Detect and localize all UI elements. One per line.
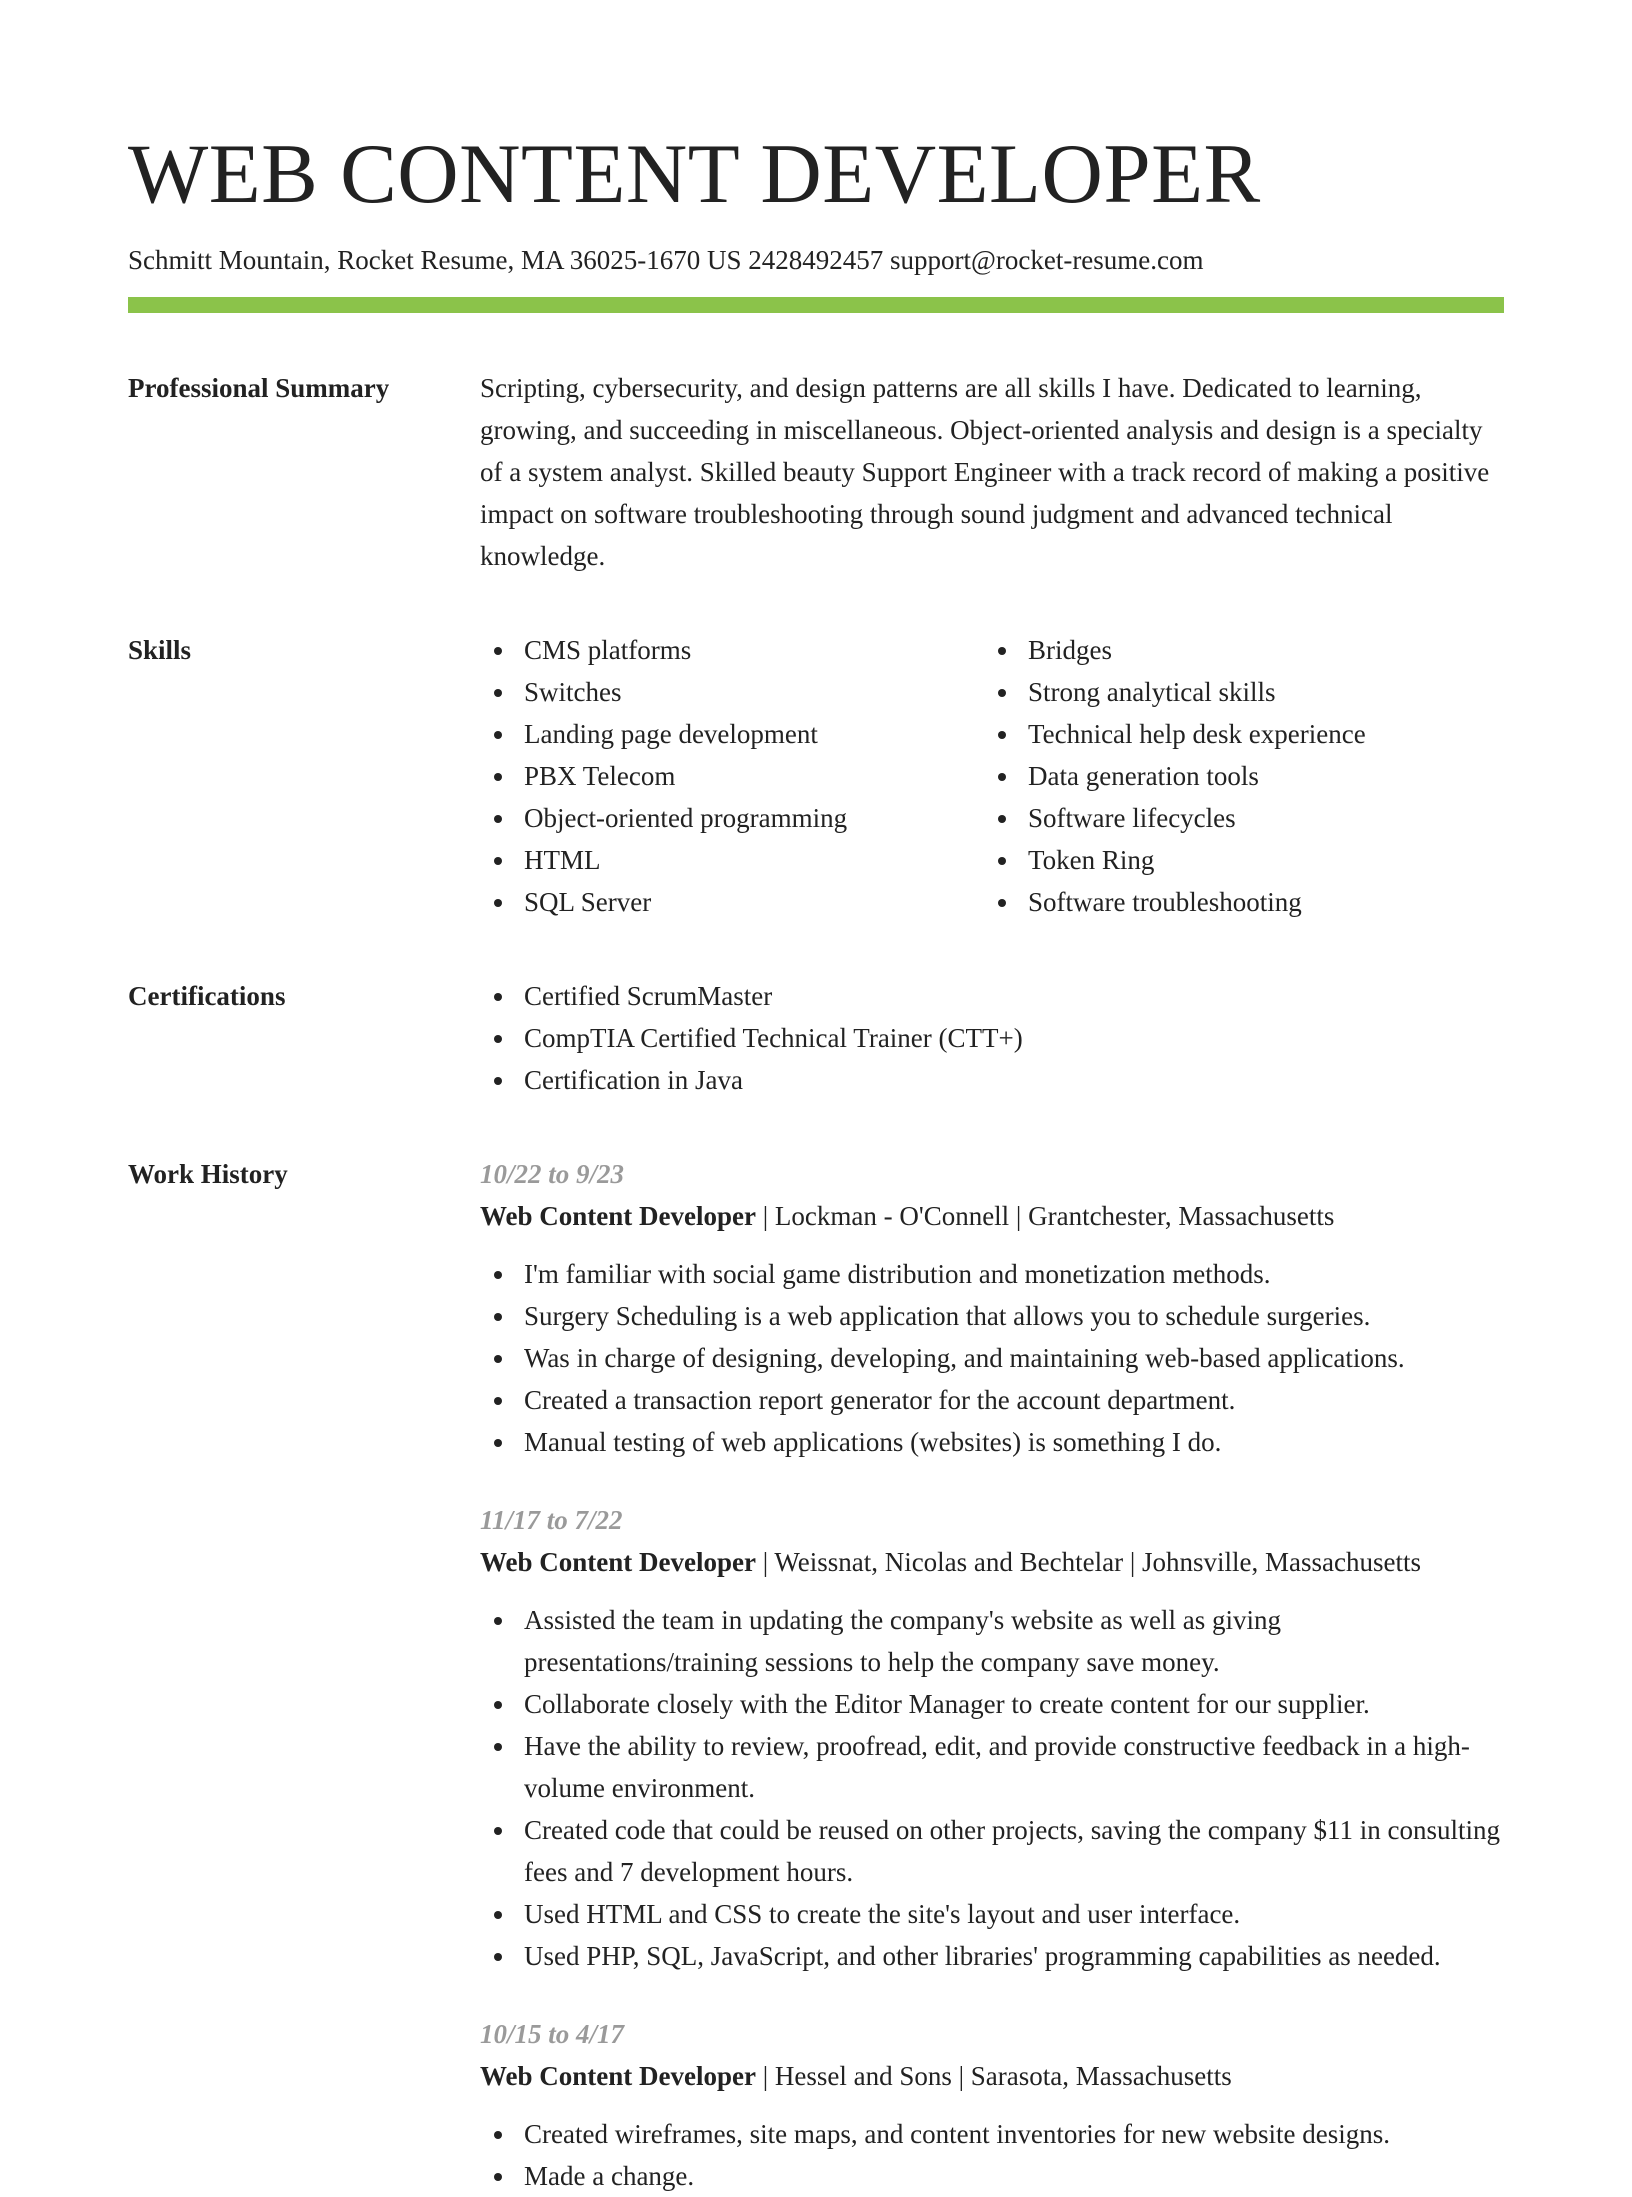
job-bullet: Used HTML and CSS to create the site's layout and user interface. [480,1893,1504,1935]
job-bullet: Manual testing of web applications (websites) is something I do. [480,1421,1504,1463]
section-heading: Skills [128,635,192,665]
skill-item: PBX Telecom [480,755,984,797]
job-title: Web Content Developer [480,1547,756,1577]
job-bullet: Created a transaction report generator for the account department. [480,1379,1504,1421]
job-bullet: Created code that could be reused on other projects, saving the company $11 in consulting fees and 7 development hours. [480,1809,1504,1893]
summary-text: Scripting, cybersecurity, and design patterns are all skills I have. Dedicated to learning, growing, and succeeding in miscellaneous. Object-oriented analysis and design is a specialty of a system analyst. Skilled beauty Support Engineer with a track record of making a positive impact on software troubleshooting through sound judgment and advanced technical knowledge. [480,373,1490,571]
contact-email: support@rocket-resume.com [890,245,1204,275]
skill-item: HTML [480,839,984,881]
section-heading: Certifications [128,981,286,1011]
job-bullet: Created wireframes, site maps, and content inventories for new website designs. [480,2113,1504,2155]
skill-item: Software lifecycles [984,797,1488,839]
skill-item: Strong analytical skills [984,671,1488,713]
skill-item: Technical help desk experience [984,713,1488,755]
job-title: Web Content Developer [480,1201,756,1231]
skill-item: Bridges [984,629,1488,671]
job-details: | Hessel and Sons | Sarasota, Massachusetts [755,2061,1232,2091]
summary-section [128,367,1504,577]
skill-item: Software troubleshooting [984,881,1488,923]
contact-phone: 2428492457 [748,245,884,275]
certification-item: CompTIA Certified Technical Trainer (CTT+) [480,1017,1504,1059]
job-bullets [480,2113,1504,2197]
contact-line [128,243,1504,277]
job-title: Web Content Developer [480,2061,756,2091]
job-bullet: Was in charge of designing, developing, and maintaining web-based applications. [480,1337,1504,1379]
job-bullet: Surgery Scheduling is a web application that allows you to schedule surgeries. [480,1295,1504,1337]
skills-list-right [984,629,1488,923]
skill-item: Token Ring [984,839,1488,881]
job-dates: 10/15 to 4/17 [480,2019,625,2049]
job-details: | Weissnat, Nicolas and Bechtelar | Johnsville, Massachusetts [755,1547,1421,1577]
job-heading [480,2055,1504,2097]
header-divider [128,297,1504,313]
skills-columns [480,629,1504,923]
job-bullet: Made a change. [480,2155,1504,2197]
skill-item: Object-oriented programming [480,797,984,839]
job-dates: 10/22 to 9/23 [480,1159,625,1189]
job-dates: 11/17 to 7/22 [480,1505,623,1535]
skill-item: Landing page development [480,713,984,755]
job-heading [480,1195,1504,1237]
certifications-list [480,975,1504,1101]
skill-item: Data generation tools [984,755,1488,797]
contact-address: Schmitt Mountain, Rocket Resume, MA 36025-1670 US [128,245,742,275]
skill-item: SQL Server [480,881,984,923]
job-bullet: Collaborate closely with the Editor Manager to create content for our supplier. [480,1683,1504,1725]
job-bullets [480,1599,1504,1977]
job-bullet: Have the ability to review, proofread, edit, and provide constructive feedback in a high-volume environment. [480,1725,1504,1809]
certification-item: Certified ScrumMaster [480,975,1504,1017]
skill-item: Switches [480,671,984,713]
job-bullets [480,1253,1504,1463]
skills-section [128,629,1504,923]
job-bullet: I'm familiar with social game distribution and monetization methods. [480,1253,1504,1295]
job-bullet: Assisted the team in updating the company's website as well as giving presentations/training sessions to help the company save money. [480,1599,1504,1683]
skills-list-left [480,629,984,923]
resume-title: WEB CONTENT DEVELOPER [128,127,1261,221]
work-history-section [128,1153,1504,2197]
certifications-section [128,975,1504,1101]
skill-item: CMS platforms [480,629,984,671]
section-heading: Professional Summary [128,373,390,403]
job-entry [480,1499,1504,1977]
certification-item: Certification in Java [480,1059,1504,1101]
job-details: | Lockman - O'Connell | Grantchester, Massachusetts [755,1201,1335,1231]
job-entry [480,1153,1504,1463]
section-heading: Work History [128,1159,288,1189]
job-bullet: Used PHP, SQL, JavaScript, and other libraries' programming capabilities as needed. [480,1935,1504,1977]
job-entry [480,2013,1504,2197]
job-heading [480,1541,1504,1583]
